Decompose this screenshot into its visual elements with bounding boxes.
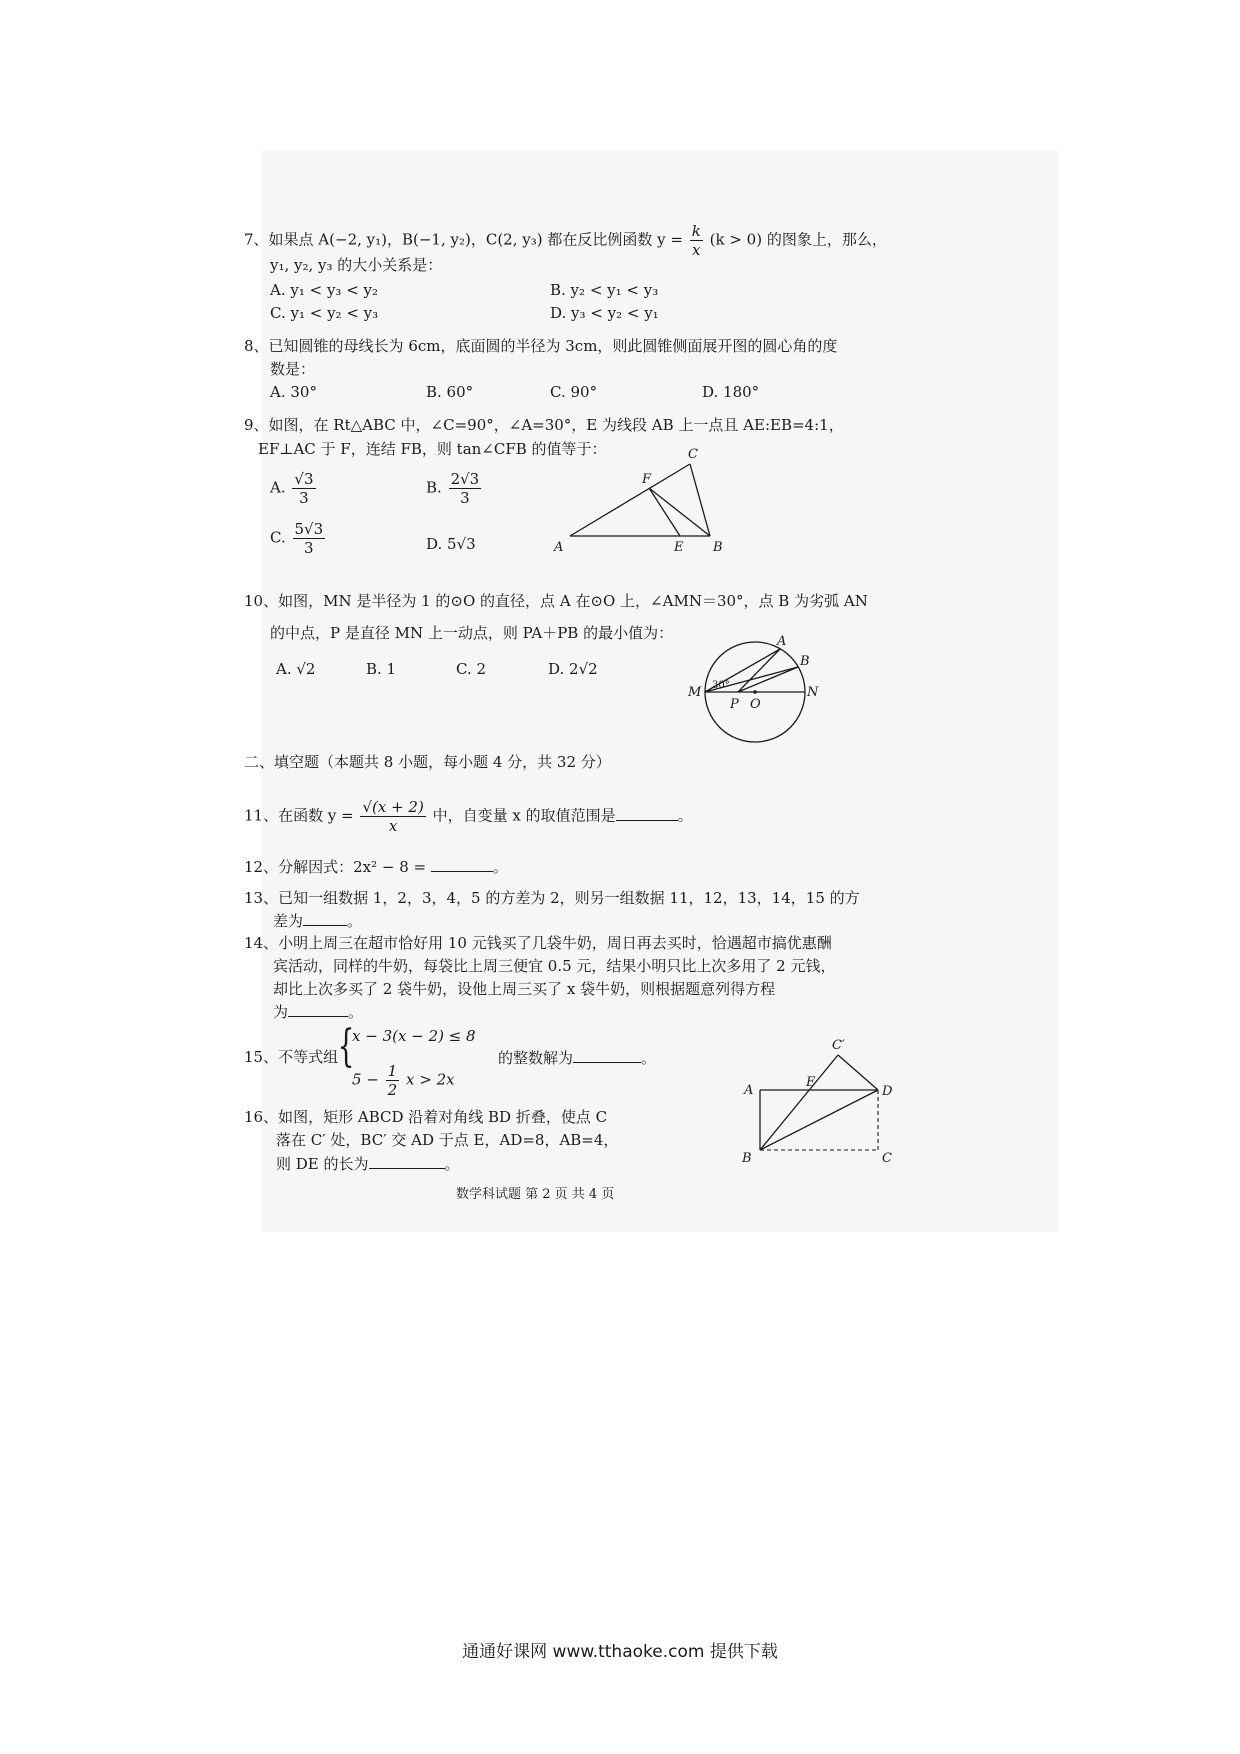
q9-triangle-figure [550,445,740,560]
q16-label-e: E [806,1075,816,1090]
q10-option-c: C. 2 [456,660,487,678]
q10-label-p: P [730,697,739,712]
q16-line-1: 16、如图，矩形 ABCD 沿着对角线 BD 折叠，使点 C [244,1108,608,1126]
q7-stem-cont: y₁, y₂, y₃ 的大小关系是： [270,256,443,274]
q13-answer-blank[interactable] [303,909,347,926]
q16-line-2: 落在 C′ 处，BC′ 交 AD 于点 E，AD=8，AB=4， [276,1131,619,1149]
q16-label-d: D [882,1084,893,1099]
q14-line-3: 却比上次多买了 2 袋牛奶，设他上周三买了 x 袋牛奶，则根据题意列得方程 [273,980,776,998]
q11-answer-blank[interactable] [616,804,678,821]
q12-answer-blank[interactable] [431,855,493,872]
q16-label-b: B [742,1151,752,1164]
q9-label-b: B [713,540,723,555]
site-footer: 通通好课网 www.tthaoke.com 提供下载 [462,1642,778,1662]
q9-option-b: B. $\frac{2√3}{3}$ [426,470,480,507]
q14-line-1: 14、小明上周三在超市恰好用 10 元钱买了几袋牛奶，周日再去买时，恰遇超市搞优惠酬 [244,934,832,952]
q15-prefix: 15、不等式组 [244,1048,339,1066]
q14-line-2: 宾活动，同样的牛奶，每袋比上周三便宜 0.5 元，结果小明只比上次多用了 2 元钱， [273,957,836,975]
q8-option-d: D. 180° [702,383,760,401]
q16-label-c-prime: C′ [832,1038,845,1053]
q15-brace: { [337,1021,355,1072]
q14-answer-blank[interactable] [288,1000,348,1017]
q9-option-d: D. 5√3 [426,535,476,553]
q9-option-c: C. $\frac{5√3}{3}$ [270,520,324,557]
section2-title: 二、填空题（本题共 8 小题，每小题 4 分，共 32 分） [244,753,611,771]
q9-stem-cont: EF⊥AC 于 F，连结 FB，则 tan∠CFB 的值等于： [258,440,607,458]
q14-line-4: 为 。 [273,1000,363,1023]
q10-label-m: M [688,685,702,700]
q9-label-e: E [674,540,684,555]
q10-label-a: A [777,634,787,649]
q10-label-n: N [807,685,819,700]
q10-label-o: O [750,697,761,712]
q8-option-b: B. 60° [426,383,474,401]
q8-stem: 8、已知圆锥的母线长为 6cm，底面圆的半径为 3cm，则此圆锥侧面展开图的圆心角的度 [244,337,838,355]
q9-label-c: C [688,447,698,462]
q13-stem-cont: 差为 。 [273,909,362,932]
q11-stem: 11、在函数 y = $\frac{√(x + 2)}{x}$ 中，自变量 x 的取值范围是 。 [244,798,693,835]
q7-option-b: B. y₂ < y₁ < y₃ [550,281,659,299]
q9-option-a: A. $\frac{√3}{3}$ [270,470,314,507]
q9-label-f: F [642,472,652,487]
q15-answer-blank[interactable] [573,1046,641,1063]
q10-option-a: A. √2 [276,660,316,678]
q16-line-3: 则 DE 的长为 。 [276,1152,460,1175]
q10-stem: 10、如图，MN 是半径为 1 的⊙O 的直径，点 A 在⊙O 上，∠AMN＝30°，点 B 为劣弧 AN [244,592,868,610]
q7-option-c: C. y₁ < y₂ < y₃ [270,304,379,322]
q8-option-c: C. 90° [550,383,598,401]
page-footer: 数学科试题 第 2 页 共 4 页 [456,1187,615,1202]
q10-label-b: B [800,654,810,669]
q10-option-b: B. 1 [366,660,397,678]
q10-angle-label: 30° [712,680,730,691]
q7-option-d: D. y₃ < y₂ < y₁ [550,304,659,322]
q9-stem: 9、如图，在 Rt△ABC 中，∠C=90°，∠A=30°，E 为线段 AB 上一点且 AE:EB=4:1， [244,416,844,434]
q10-circle-figure [680,628,830,760]
q8-stem-cont: 数是： [270,360,316,378]
q13-stem: 13、已知一组数据 1，2，3，4，5 的方差为 2，则另一组数据 11，12，13，14，15 的方 [244,889,860,907]
q9-label-a: A [554,540,564,555]
q7-option-a: A. y₁ < y₃ < y₂ [270,281,379,299]
q11-fraction: $\frac{√(x + 2)}{x}$ [362,798,424,835]
q7-stem: 7、如果点 A(−2, y₁)，B(−1, y₂)，C(2, y₃) 都在反比例函数 y = $\frac{k}{x}$ (k > 0) 的图象上，那么， [244,222,887,259]
q15-inequality-2: 5 − $\frac{1}{2}$ x > 2x [352,1062,455,1099]
q12-stem: 12、分解因式：2x² − 8 = 。 [244,855,508,878]
q16-answer-blank[interactable] [369,1152,445,1169]
q10-option-d: D. 2√2 [548,660,598,678]
q10-stem-cont: 的中点，P 是直径 MN 上一动点，则 PA＋PB 的最小值为： [270,624,674,642]
q7-fraction: $\frac{k}{x}$ [691,222,701,259]
q16-label-c: C [882,1151,892,1164]
q16-label-a: A [744,1083,754,1098]
q15-inequality-1: x − 3(x − 2) ≤ 8 [352,1027,476,1045]
q16-rectangle-figure [740,1032,910,1164]
q15-suffix: 的整数解为 。 [498,1046,656,1069]
q8-option-a: A. 30° [270,383,317,401]
